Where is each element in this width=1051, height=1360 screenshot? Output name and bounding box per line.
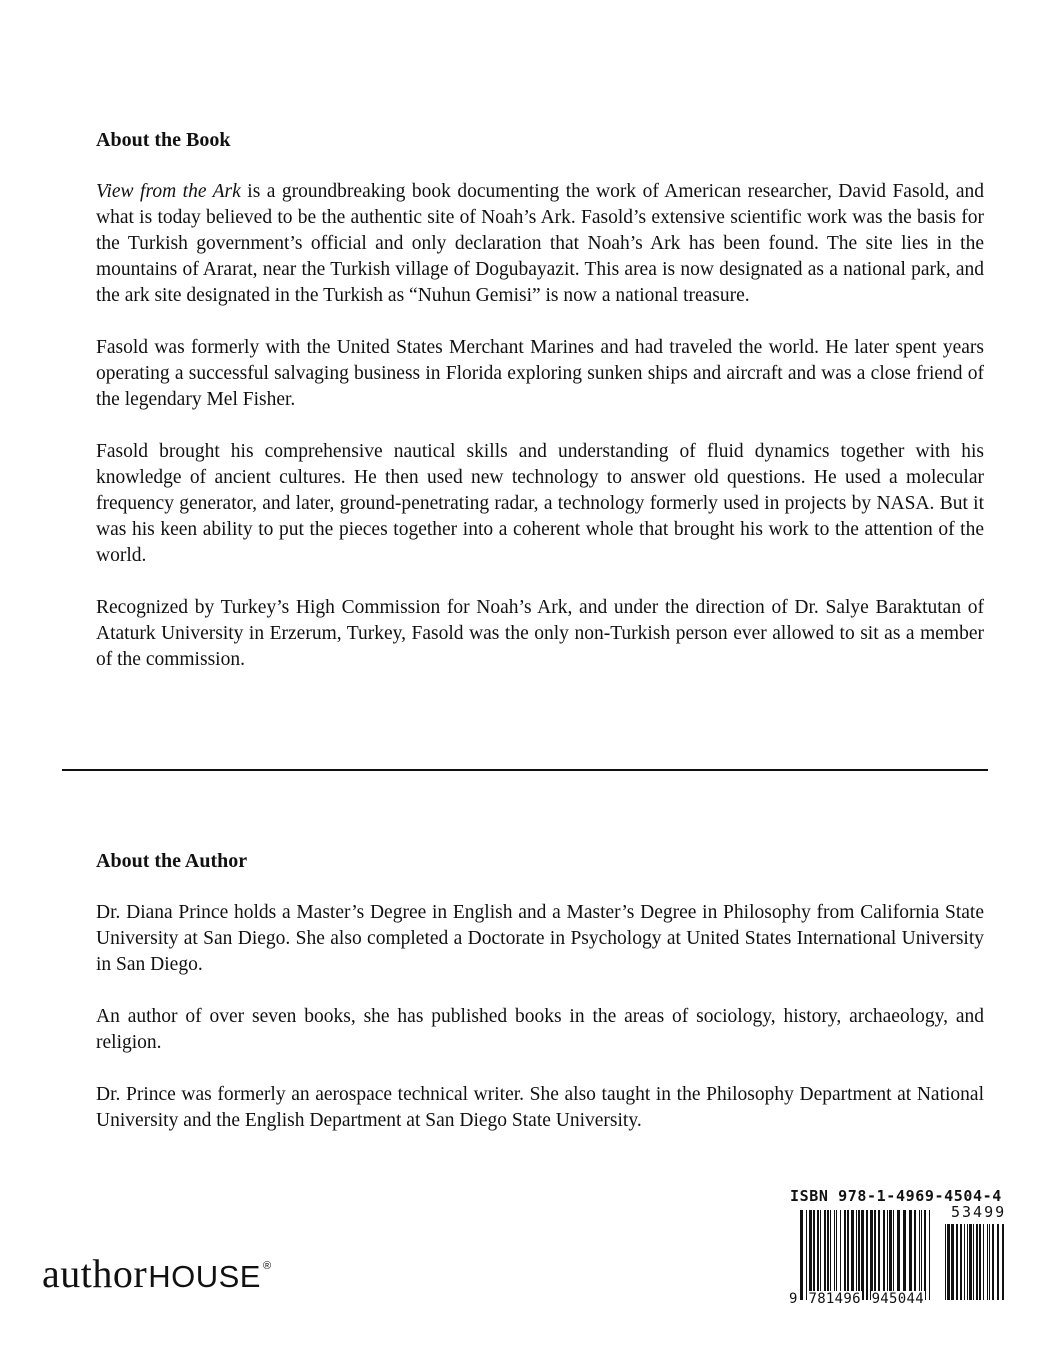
barcode-bar	[909, 1210, 912, 1300]
about-the-author-section	[96, 848, 984, 1160]
book-paragraph: Fasold was formerly with the United States Merchant Marines and had traveled the world. He later spent years operating a successful salvaging business in Florida exploring sunken ships and aircraft and was a close friend of the legendary Mel Fisher.	[96, 337, 984, 410]
barcode-bar	[836, 1210, 837, 1300]
book-title: View from the Ark	[96, 181, 241, 202]
barcode-bar	[1002, 1224, 1004, 1300]
logo-author-text: author	[42, 1251, 148, 1296]
isbn-barcode	[788, 1187, 1008, 1308]
barcode-bar	[883, 1210, 885, 1300]
barcode-bar	[827, 1210, 829, 1300]
barcode-bar	[964, 1224, 965, 1300]
barcode-bar	[947, 1224, 950, 1300]
barcode-bar	[921, 1210, 922, 1300]
book-paragraph: Recognized by Turkey’s High Commission for Noah’s Ark, and under the direction of Dr. Salye Baraktutan of Ataturk University in Erzerum, Turkey, Fasold was the only non-Turkish person ever allowed to sit as a member of the commission.	[96, 597, 984, 670]
book-paragraph	[96, 179, 984, 309]
ean-group-2: 945044	[871, 1291, 924, 1307]
about-the-book-section	[96, 127, 984, 699]
barcode-bar	[889, 1210, 892, 1300]
barcode-bar	[929, 1210, 930, 1300]
barcode-bar	[969, 1224, 972, 1300]
barcode-bar	[809, 1210, 812, 1300]
barcode-bar	[983, 1224, 984, 1300]
price-code: 53499	[951, 1203, 1007, 1221]
barcode-bar	[847, 1210, 849, 1300]
barcode-bar	[956, 1224, 958, 1300]
barcode-bar	[874, 1210, 876, 1300]
barcode-bar	[992, 1224, 994, 1300]
barcode-bar	[870, 1210, 873, 1300]
about-book-heading: About the Book	[96, 129, 231, 151]
barcode-bar	[919, 1210, 920, 1300]
barcode-bar	[806, 1210, 807, 1300]
barcode-bar	[893, 1210, 894, 1300]
barcode-bar	[989, 1224, 990, 1300]
barcode-bar	[951, 1224, 954, 1300]
barcode-bar	[856, 1210, 857, 1300]
barcode-bar	[861, 1210, 864, 1300]
barcode-bar	[866, 1210, 868, 1300]
barcode-bar	[824, 1210, 826, 1300]
barcode-addon-bars	[945, 1224, 1007, 1300]
ean-group-1: 781496	[808, 1291, 861, 1307]
ean-first-digit: 9	[789, 1291, 798, 1307]
barcode-bar	[840, 1210, 841, 1300]
barcode-bar	[844, 1210, 846, 1300]
barcode-bar	[834, 1210, 835, 1300]
barcode-bar	[945, 1224, 946, 1300]
ean-digits	[788, 1291, 925, 1307]
barcode-bar	[973, 1224, 974, 1300]
registered-mark-icon: ®	[262, 1260, 272, 1272]
about-author-heading: About the Author	[96, 850, 248, 872]
barcode-bar	[817, 1210, 819, 1300]
barcode-bar	[976, 1224, 978, 1300]
author-paragraph: An author of over seven books, she has published books in the areas of sociology, history, archaeology, and religion.	[96, 1006, 984, 1053]
barcode-bar	[858, 1210, 860, 1300]
book-paragraph: Fasold brought his comprehensive nautical skills and understanding of fluid dynamics together with his knowledge of ancient cultures. He then used new technology to answer old questions. He used a molecular frequency generator, and later, ground-penetrating radar, a technology formerly used in projects by NASA. But it was his keen ability to put the pieces together into a coherent whole that brought his work to the attention of the world.	[96, 441, 984, 566]
barcode-bar	[914, 1210, 916, 1300]
barcode-bar	[979, 1224, 981, 1300]
section-divider	[62, 769, 988, 771]
author-paragraph: Dr. Diana Prince holds a Master’s Degree in English and a Master’s Degree in Philosophy from California State University at San Diego. She also completed a Doctorate in Psychology at United States International University in San Diego.	[96, 902, 984, 975]
barcode-bar	[897, 1210, 900, 1300]
barcode-bar	[967, 1224, 968, 1300]
publisher-logo	[42, 1250, 272, 1296]
book-paragraph-text: is a groundbreaking book documenting the work of American researcher, David Fasold, and what is today believed to be the authentic site of Noah’s Ark. Fasold’s extensive scientific work was the basis for the Turkish government’s official and only declaration that Noah’s Ark has been found. The site lies in the mountains of Ararat, near the Turkish village of Dogubayazit. This area is now designated as a national park, and the ark site designated in the Turkish as “Nuhun Gemisi” is now a national treasure.	[96, 181, 984, 306]
barcode-bar	[997, 1224, 999, 1300]
barcode-bar	[987, 1224, 988, 1300]
author-paragraph: Dr. Prince was formerly an aerospace technical writer. She also taught in the Philosophy Department at National University and the English Department at San Diego State University.	[96, 1084, 984, 1131]
isbn-label: ISBN 978-1-4969-4504-4	[790, 1187, 1002, 1205]
barcode-bar	[878, 1210, 880, 1300]
barcode-bar	[924, 1210, 926, 1300]
barcode-bar	[800, 1210, 803, 1300]
barcode-bar	[851, 1210, 854, 1300]
barcode-bar	[830, 1210, 831, 1300]
barcode-bar	[903, 1210, 906, 1300]
barcode-bar	[887, 1210, 888, 1300]
barcode-bar	[820, 1210, 821, 1300]
barcode-bar	[813, 1210, 815, 1300]
barcode-main-bars	[800, 1210, 933, 1300]
logo-house-text: HOUSE	[148, 1259, 261, 1294]
barcode-bar	[960, 1224, 962, 1300]
